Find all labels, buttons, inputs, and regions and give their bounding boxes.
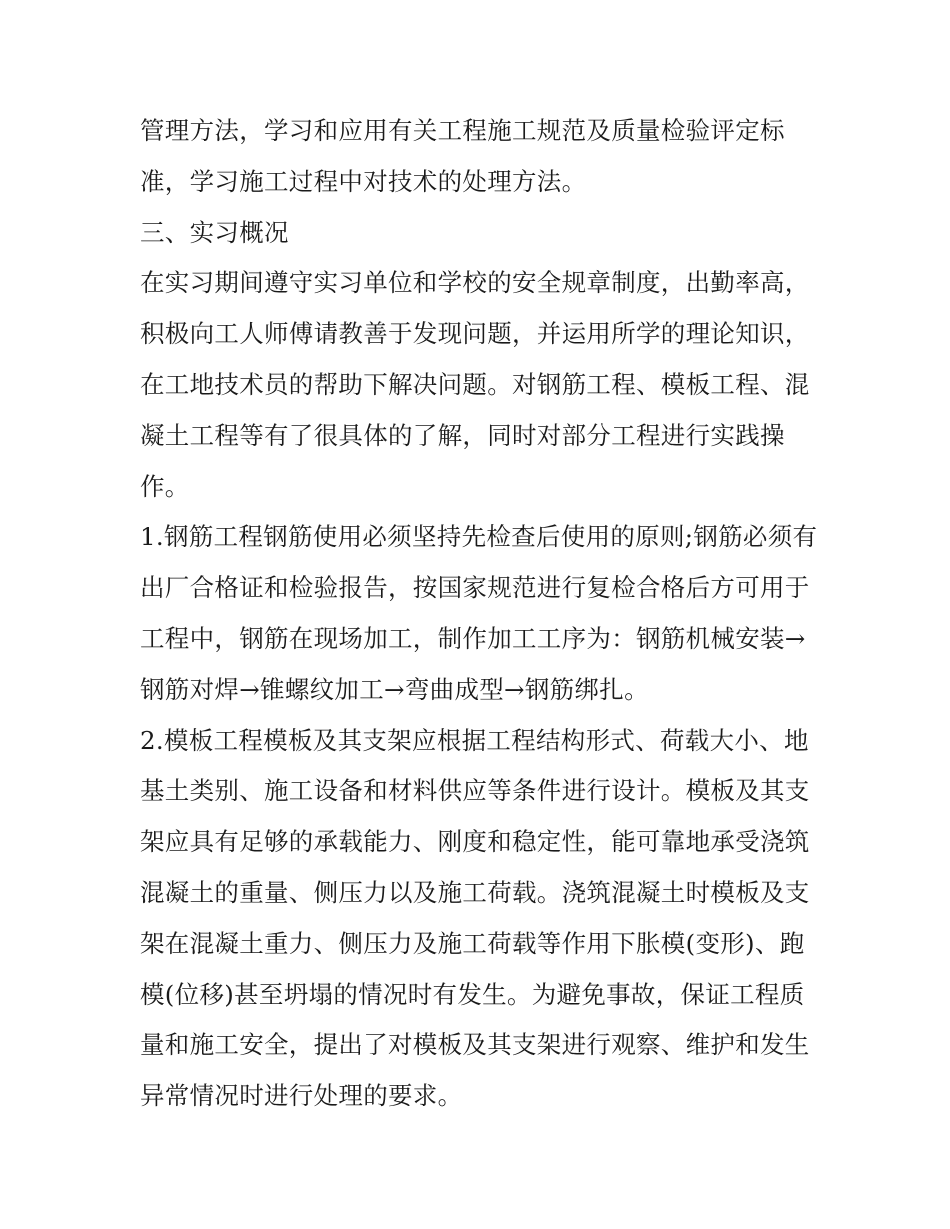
text-line: 在实习期间遵守实习单位和学校的安全规章制度，出勤率高， xyxy=(140,268,810,298)
text-line: 架应具有足够的承载能力、刚度和稳定性，能可靠地承受浇筑 xyxy=(140,827,810,857)
text-line: 异常情况时进行处理的要求。 xyxy=(140,1081,463,1111)
text-line: 量和施工安全，提出了对模板及其支架进行观察、维护和发生 xyxy=(140,1030,810,1060)
text-line: 架在混凝土重力、侧压力及施工荷载等作用下胀模(变形)、跑 xyxy=(140,928,805,958)
text-line: 模(位移)甚至坍塌的情况时有发生。为避免事故，保证工程质 xyxy=(140,979,805,1009)
text-line: 2.模板工程模板及其支架应根据工程结构形式、荷载大小、地 xyxy=(140,725,809,755)
text-line: 工程中，钢筋在现场加工，制作加工工序为：钢筋机械安装→ xyxy=(140,623,806,653)
body-text xyxy=(140,106,818,1122)
text-line: 凝土工程等有了很具体的了解，同时对部分工程进行实践操 xyxy=(140,420,785,450)
text-line: 混凝土的重量、侧压力以及施工荷载。浇筑混凝土时模板及支 xyxy=(140,877,810,907)
text-line: 作。 xyxy=(140,471,190,501)
text-line: 准，学习施工过程中对技术的处理方法。 xyxy=(140,166,587,196)
text-line: 基土类别、施工设备和材料供应等条件进行设计。模板及其支 xyxy=(140,776,810,806)
text-line: 在工地技术员的帮助下解决问题。对钢筋工程、模板工程、混 xyxy=(140,369,810,399)
text-line: 1.钢筋工程钢筋使用必须坚持先检查后使用的原则;钢筋必须有 xyxy=(140,522,818,552)
text-line: 钢筋对焊→锥螺纹加工→弯曲成型→钢筋绑扎。 xyxy=(140,674,649,704)
text-line: 管理方法，学习和应用有关工程施工规范及质量检验评定标 xyxy=(140,116,785,145)
section-heading: 三、实习概况 xyxy=(140,217,289,247)
text-line: 积极向工人师傅请教善于发现问题，并运用所学的理论知识， xyxy=(140,319,810,349)
text-line: 出厂合格证和检验报告，按国家规范进行复检合格后方可用于 xyxy=(140,573,810,603)
